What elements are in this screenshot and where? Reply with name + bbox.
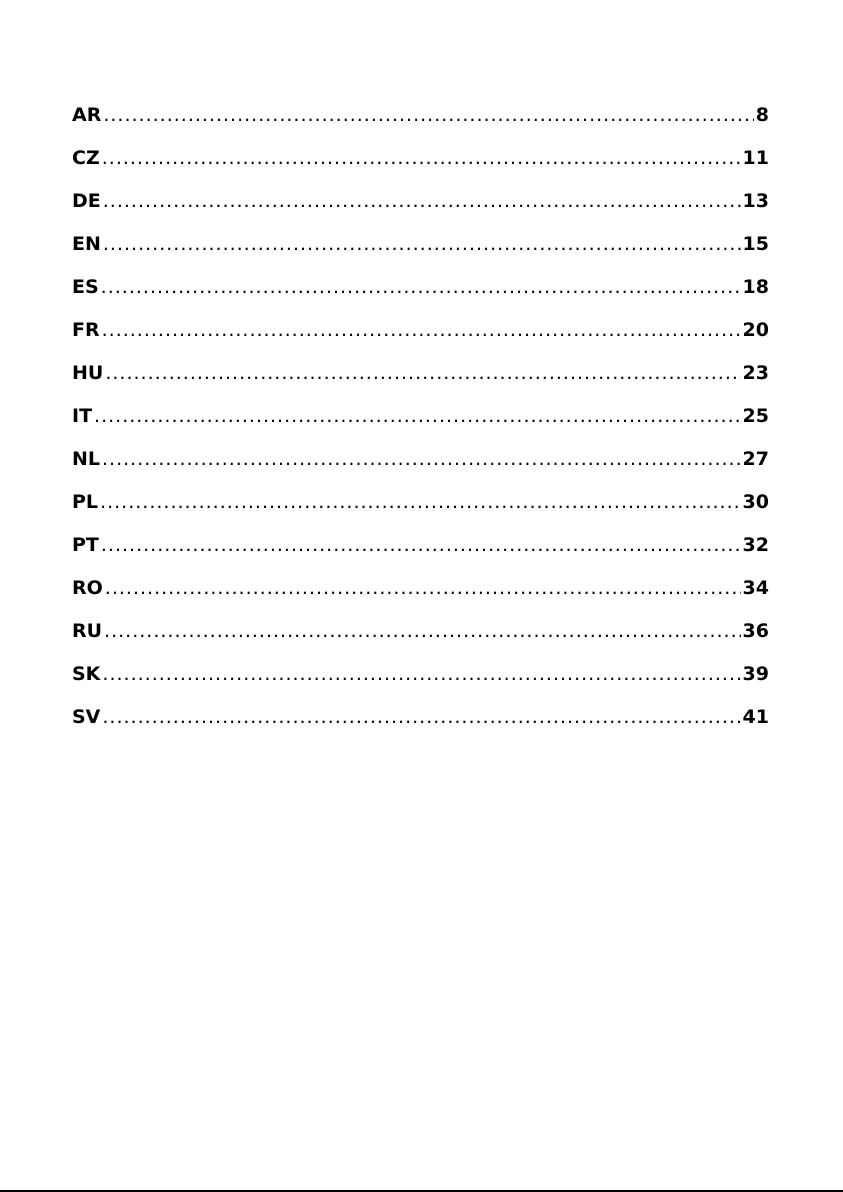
toc-entry-page: 25 <box>742 405 769 427</box>
toc-entry-page: 15 <box>742 233 769 255</box>
toc-entry-en[interactable] <box>72 229 769 272</box>
toc-entry-cz[interactable] <box>72 143 769 186</box>
toc-entry-ro[interactable] <box>72 573 769 616</box>
toc-entry-code: IT <box>72 405 93 427</box>
toc-entry-page: 36 <box>742 620 769 642</box>
toc-entry-code: SK <box>72 663 101 685</box>
toc-leader-dots <box>101 530 741 560</box>
toc-entry-code: RO <box>72 577 103 599</box>
toc-leader-dots <box>103 100 753 130</box>
toc-leader-dots <box>102 315 741 345</box>
toc-entry-page: 41 <box>742 706 769 728</box>
toc-entry-ar[interactable] <box>72 100 769 143</box>
toc-entry-pt[interactable] <box>72 530 769 573</box>
toc-leader-dots <box>102 702 740 732</box>
toc-entry-de[interactable] <box>72 186 769 229</box>
toc-leader-dots <box>102 444 741 474</box>
toc-leader-dots <box>94 401 741 431</box>
toc-entry-page: 20 <box>742 319 769 341</box>
toc-entry-page: 32 <box>742 534 769 556</box>
toc-entry-it[interactable] <box>72 401 769 444</box>
toc-entry-code: HU <box>72 362 104 384</box>
toc-leader-dots <box>104 616 740 646</box>
toc-entry-code: RU <box>72 620 103 642</box>
table-of-contents <box>72 100 769 745</box>
toc-entry-page: 39 <box>742 663 769 685</box>
toc-entry-code: CZ <box>72 147 100 169</box>
toc-leader-dots <box>103 229 741 259</box>
toc-entry-page: 34 <box>742 577 769 599</box>
toc-leader-dots <box>105 358 740 388</box>
toc-leader-dots <box>101 272 741 302</box>
toc-entry-code: SV <box>72 706 101 728</box>
toc-entry-ru[interactable] <box>72 616 769 659</box>
toc-entry-nl[interactable] <box>72 444 769 487</box>
toc-entry-sk[interactable] <box>72 659 769 702</box>
toc-entry-page: 11 <box>742 147 769 169</box>
toc-leader-dots <box>102 659 740 689</box>
toc-entry-code: DE <box>72 190 101 212</box>
toc-leader-dots <box>100 487 741 517</box>
toc-leader-dots <box>102 143 741 173</box>
toc-entry-code: PL <box>72 491 99 513</box>
toc-entry-page: 18 <box>742 276 769 298</box>
toc-entry-code: PT <box>72 534 99 556</box>
toc-entry-pl[interactable] <box>72 487 769 530</box>
toc-leader-dots <box>105 573 741 603</box>
toc-entry-fr[interactable] <box>72 315 769 358</box>
toc-entry-es[interactable] <box>72 272 769 315</box>
toc-entry-code: EN <box>72 233 101 255</box>
toc-entry-page: 23 <box>742 362 769 384</box>
toc-entry-page: 30 <box>742 491 769 513</box>
toc-leader-dots <box>103 186 741 216</box>
toc-entry-code: FR <box>72 319 100 341</box>
toc-entry-page: 8 <box>755 104 769 126</box>
toc-entry-code: AR <box>72 104 102 126</box>
toc-entry-hu[interactable] <box>72 358 769 401</box>
toc-entry-code: ES <box>72 276 99 298</box>
toc-entry-page: 27 <box>742 448 769 470</box>
toc-entry-code: NL <box>72 448 101 470</box>
toc-entry-sv[interactable] <box>72 702 769 745</box>
toc-entry-page: 13 <box>742 190 769 212</box>
